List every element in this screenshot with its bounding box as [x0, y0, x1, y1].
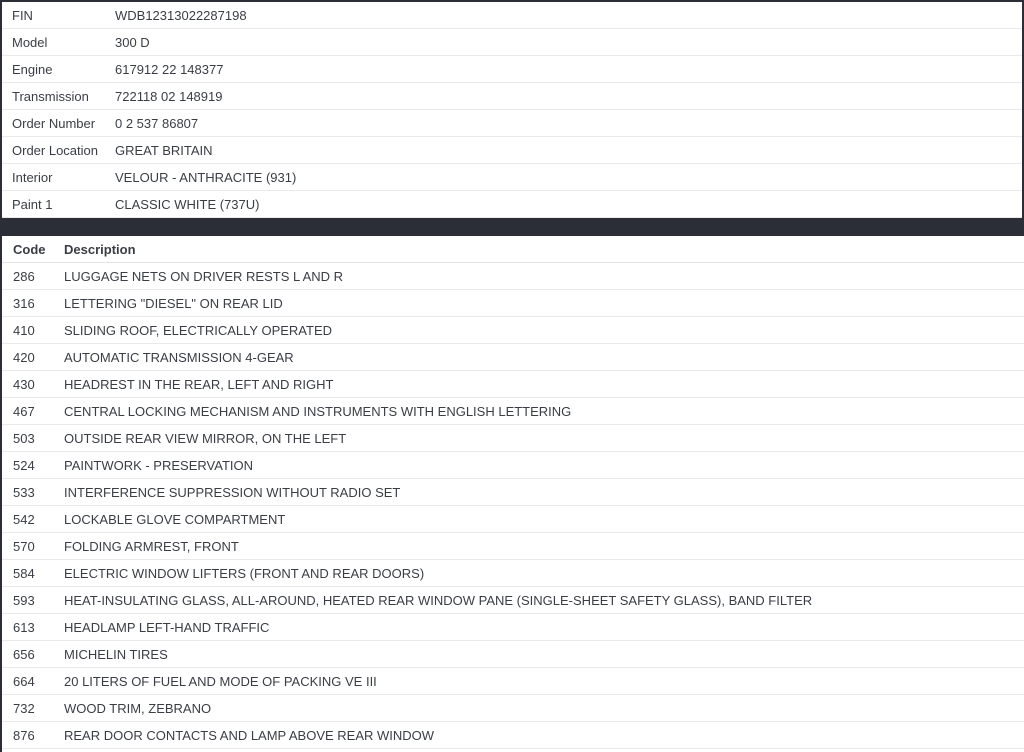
- table-row: [2, 533, 1024, 560]
- option-description: AUTOMATIC TRANSMISSION 4-GEAR: [64, 349, 294, 365]
- table-row: [2, 614, 1024, 641]
- option-code: 420: [13, 349, 35, 365]
- code-column-header: Code: [13, 241, 46, 257]
- table-row: [2, 344, 1024, 371]
- options-table: [2, 236, 1024, 749]
- table-row: [2, 722, 1024, 749]
- option-description: CENTRAL LOCKING MECHANISM AND INSTRUMENTS WITH ENGLISH LETTERING: [64, 403, 572, 419]
- spec-label: Engine: [12, 61, 53, 77]
- option-description: LOCKABLE GLOVE COMPARTMENT: [64, 511, 286, 527]
- option-description: HEAT-INSULATING GLASS, ALL-AROUND, HEATED REAR WINDOW PANE (SINGLE-SHEET SAFETY GLASS), BAND FILTER: [64, 592, 813, 608]
- table-row: [2, 587, 1024, 614]
- option-code: 584: [13, 565, 35, 581]
- option-description: 20 LITERS OF FUEL AND MODE OF PACKING VE III: [64, 673, 377, 689]
- option-description: OUTSIDE REAR VIEW MIRROR, ON THE LEFT: [64, 430, 347, 446]
- option-code: 876: [13, 727, 35, 743]
- option-description: MICHELIN TIRES: [64, 646, 168, 662]
- table-row: [2, 479, 1024, 506]
- option-code: 533: [13, 484, 35, 500]
- vehicle-spec-table: [2, 2, 1024, 218]
- spec-value: 300 D: [115, 34, 150, 50]
- option-description: WOOD TRIM, ZEBRANO: [64, 700, 212, 716]
- options-table-body: [2, 263, 1024, 749]
- table-row: [2, 695, 1024, 722]
- spec-value: WDB12313022287198: [115, 7, 247, 23]
- spec-row: [2, 137, 1022, 164]
- option-code: 286: [13, 268, 35, 284]
- spec-row: [2, 2, 1022, 29]
- spec-label: Transmission: [12, 88, 89, 104]
- spec-value: CLASSIC WHITE (737U): [115, 196, 260, 212]
- spec-label: Order Number: [12, 115, 96, 131]
- option-description: LETTERING "DIESEL" ON REAR LID: [64, 295, 283, 311]
- options-table-header: [2, 236, 1024, 263]
- option-code: 593: [13, 592, 35, 608]
- table-row: [2, 668, 1024, 695]
- table-row: [2, 290, 1024, 317]
- table-row: [2, 263, 1024, 290]
- spec-row: [2, 164, 1022, 191]
- option-code: 430: [13, 376, 35, 392]
- spec-row: [2, 110, 1022, 137]
- spec-row: [2, 83, 1022, 110]
- spec-label: Model: [12, 34, 48, 50]
- section-divider-band: [2, 218, 1024, 236]
- table-row: [2, 452, 1024, 479]
- option-description: HEADREST IN THE REAR, LEFT AND RIGHT: [64, 376, 334, 392]
- option-code: 664: [13, 673, 35, 689]
- spec-label: Interior: [12, 169, 53, 185]
- option-code: 656: [13, 646, 35, 662]
- option-code: 524: [13, 457, 35, 473]
- option-description: REAR DOOR CONTACTS AND LAMP ABOVE REAR WINDOW: [64, 727, 435, 743]
- spec-value: 617912 22 148377: [115, 61, 224, 77]
- option-code: 467: [13, 403, 35, 419]
- spec-label: FIN: [12, 7, 33, 23]
- option-code: 613: [13, 619, 35, 635]
- option-description: FOLDING ARMREST, FRONT: [64, 538, 239, 554]
- table-row: [2, 371, 1024, 398]
- table-row: [2, 398, 1024, 425]
- spec-value: GREAT BRITAIN: [115, 142, 213, 158]
- table-row: [2, 506, 1024, 533]
- spec-value: 722118 02 148919: [115, 88, 223, 104]
- spec-value: VELOUR - ANTHRACITE (931): [115, 169, 297, 185]
- spec-row: [2, 191, 1022, 218]
- table-row: [2, 641, 1024, 668]
- option-description: ELECTRIC WINDOW LIFTERS (FRONT AND REAR DOORS): [64, 565, 425, 581]
- spec-row: [2, 56, 1022, 83]
- table-row: [2, 317, 1024, 344]
- table-row: [2, 425, 1024, 452]
- option-code: 570: [13, 538, 35, 554]
- option-code: 410: [13, 322, 35, 338]
- option-code: 316: [13, 295, 35, 311]
- spec-label: Order Location: [12, 142, 98, 158]
- option-code: 503: [13, 430, 35, 446]
- spec-label: Paint 1: [12, 196, 53, 212]
- option-description: INTERFERENCE SUPPRESSION WITHOUT RADIO SET: [64, 484, 401, 500]
- table-row: [2, 560, 1024, 587]
- spec-value: 0 2 537 86807: [115, 115, 199, 131]
- option-description: LUGGAGE NETS ON DRIVER RESTS L AND R: [64, 268, 344, 284]
- option-description: HEADLAMP LEFT-HAND TRAFFIC: [64, 619, 270, 635]
- option-code: 542: [13, 511, 35, 527]
- option-description: PAINTWORK - PRESERVATION: [64, 457, 254, 473]
- option-code: 732: [13, 700, 35, 716]
- option-description: SLIDING ROOF, ELECTRICALLY OPERATED: [64, 322, 333, 338]
- description-column-header: Description: [64, 241, 136, 257]
- spec-row: [2, 29, 1022, 56]
